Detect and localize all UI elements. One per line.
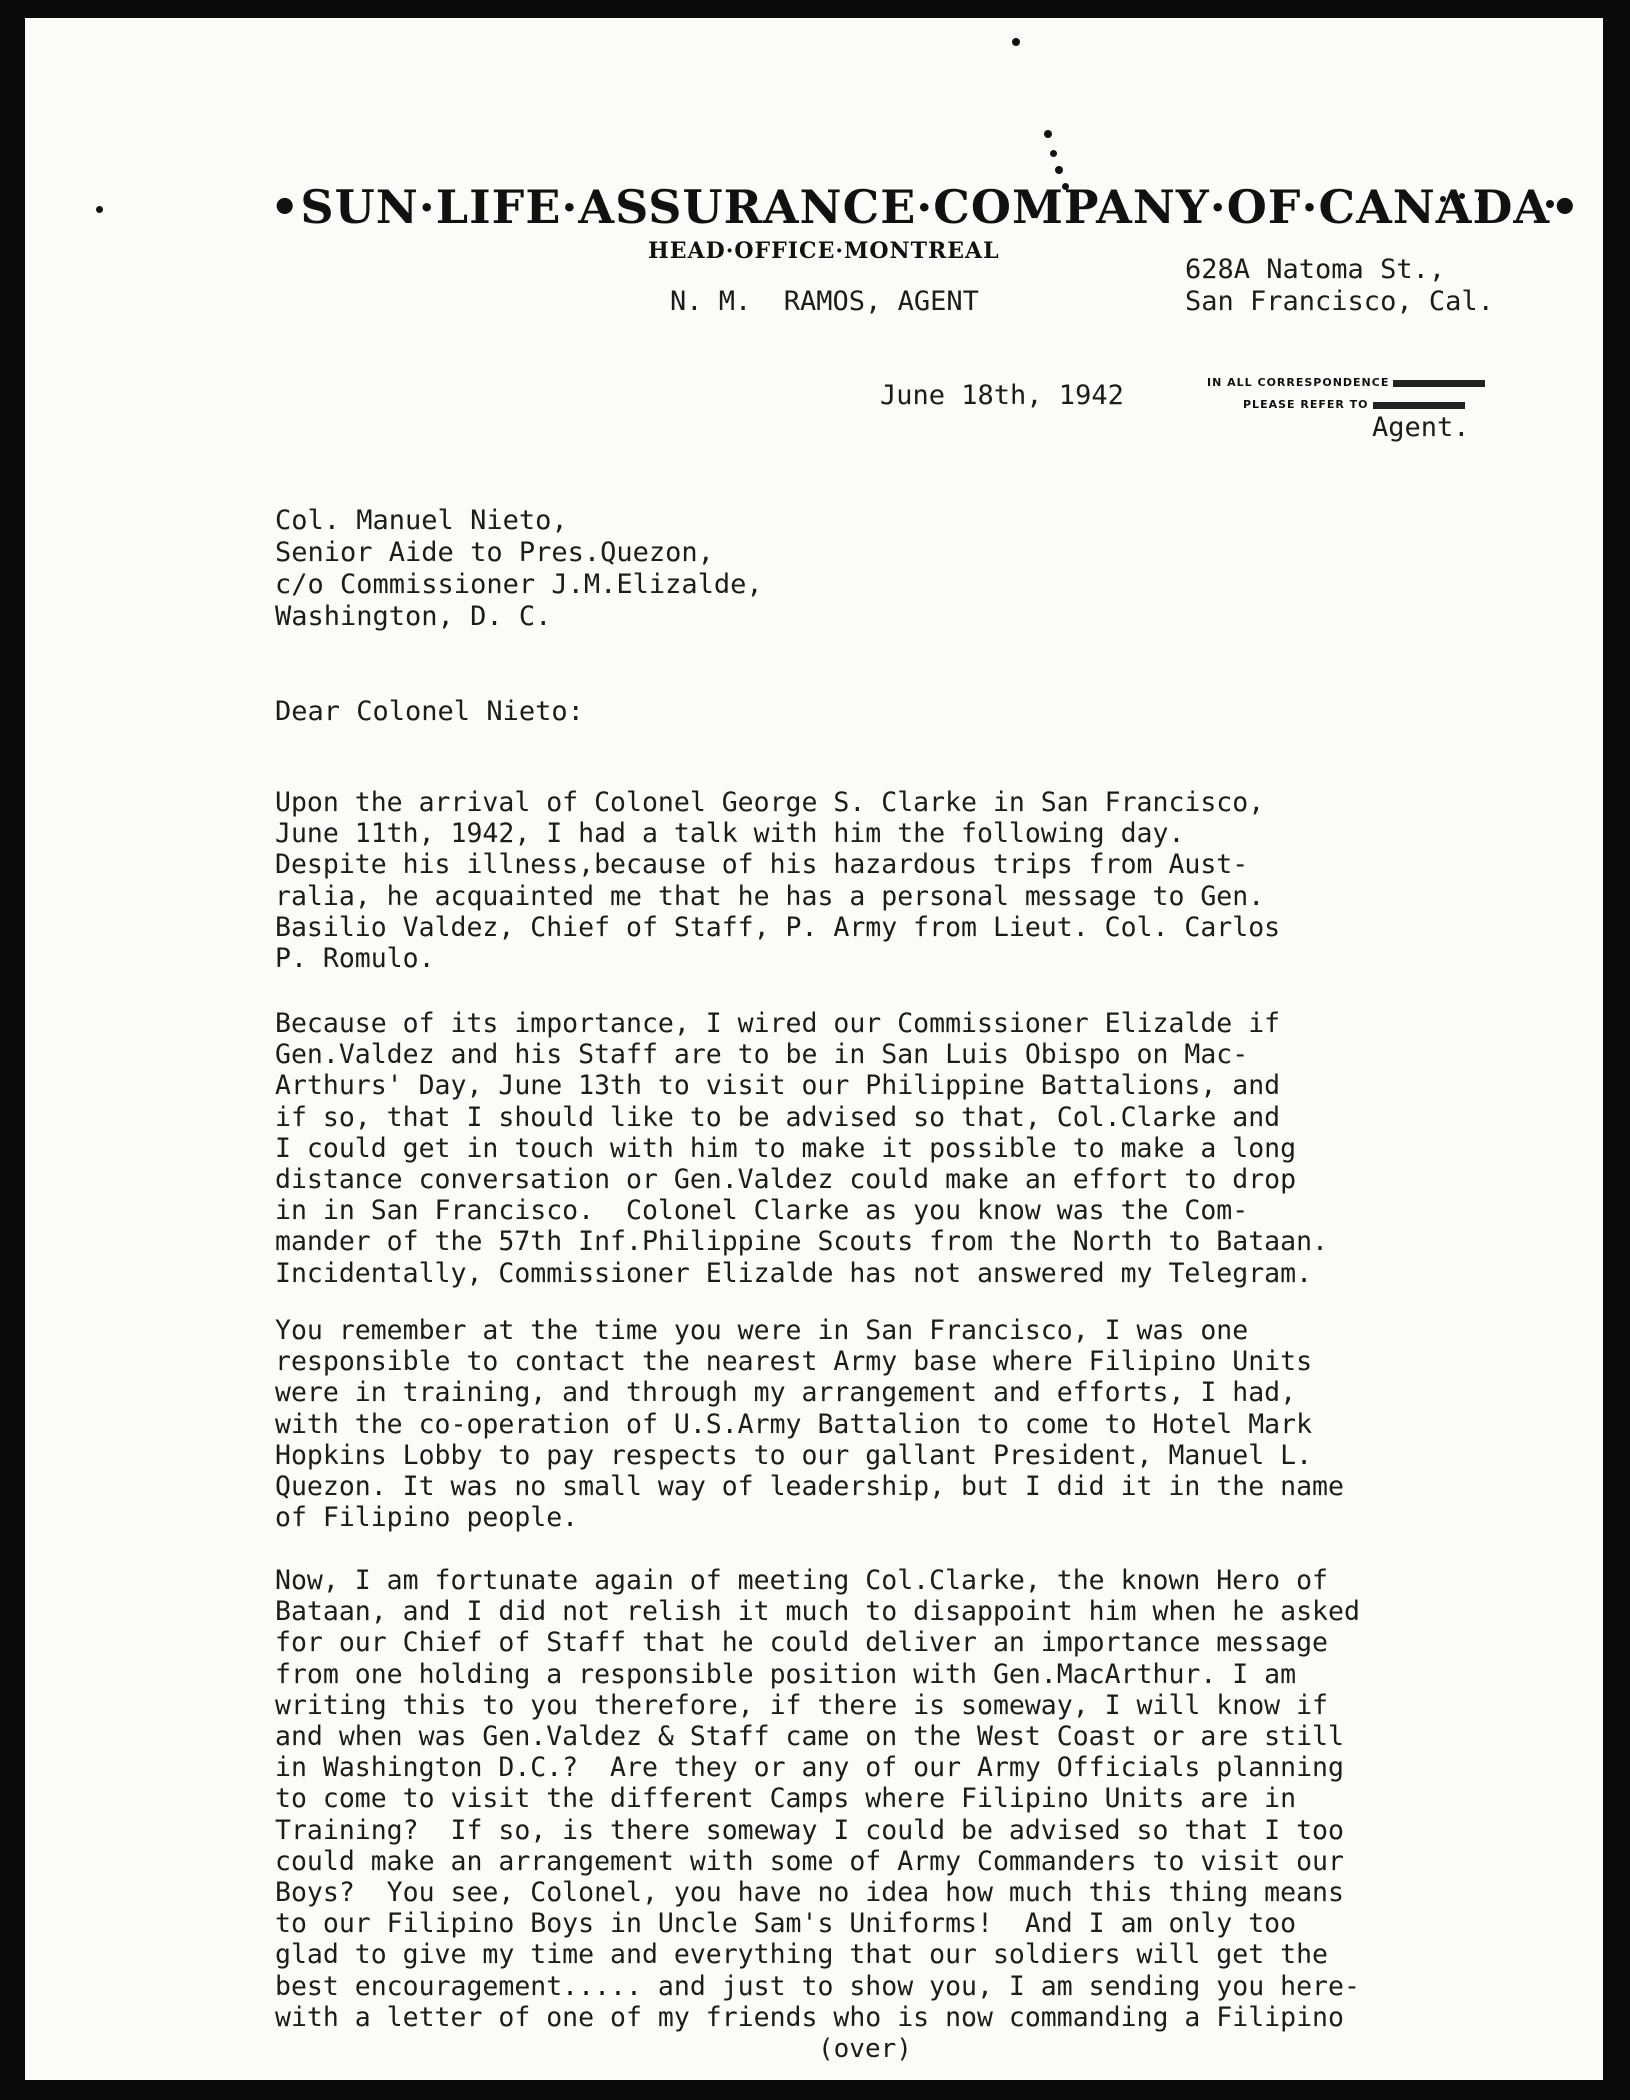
- paragraph-2: [275, 1008, 1328, 1289]
- text-line: mander of the 57th Inf.Philippine Scouts from the North to Bataan.: [275, 1226, 1328, 1258]
- text-line: June 11th, 1942, I had a talk with him the following day.: [275, 818, 1185, 850]
- text-line: Gen.Valdez and his Staff are to be in San Luis Obispo on Mac-: [275, 1039, 1249, 1071]
- text-line: glad to give my time and everything that our soldiers will get the: [275, 1939, 1328, 1971]
- paragraph-3: [275, 1315, 1344, 1533]
- correspondence-line-2: PLEASE REFER TO: [1243, 398, 1369, 411]
- addressee-line: c/o Commissioner J.M.Elizalde,: [275, 569, 763, 600]
- text-line: Arthurs' Day, June 13th to visit our Philippine Battalions, and: [275, 1070, 1281, 1102]
- ink-speck: [96, 206, 103, 213]
- text-line: Despite his illness,because of his hazardous trips from Aust-: [275, 849, 1249, 881]
- text-line: with a letter of one of my friends who is now commanding a Filipino: [275, 2001, 1344, 2033]
- text-line: to our Filipino Boys in Uncle Sam's Uniforms! And I am only too: [275, 1908, 1297, 1940]
- text-line: writing this to you therefore, if there is someway, I will know if: [275, 1689, 1328, 1721]
- text-line: in in San Francisco. Colonel Clarke as you know was the Com-: [275, 1195, 1249, 1227]
- address-line-2: San Francisco, Cal.: [1185, 286, 1494, 317]
- text-line: and when was Gen.Valdez & Staff came on the West Coast or are still: [275, 1721, 1344, 1753]
- agent-line: N. M. RAMOS, AGENT: [670, 286, 979, 317]
- ink-speck: [1012, 38, 1020, 46]
- addressee-line: Senior Aide to Pres.Quezon,: [275, 537, 714, 568]
- struck-out-text: [1373, 402, 1465, 409]
- paragraph-1: [275, 787, 1280, 974]
- address-line-1: 628A Natoma St.,: [1185, 254, 1446, 285]
- text-line: Quezon. It was no small way of leadership, but I did it in the name: [275, 1471, 1344, 1503]
- head-office: HEAD·OFFICE·MONTREAL: [648, 238, 1000, 264]
- correspondence-note: [1207, 372, 1557, 416]
- paragraph-4: [275, 1565, 1360, 2033]
- text-line: in Washington D.C.? Are they or any of our Army Officials planning: [275, 1752, 1344, 1784]
- text-line: for our Chief of Staff that he could deliver an importance message: [275, 1627, 1328, 1659]
- addressee-line: Washington, D. C.: [275, 601, 552, 632]
- letter-date: June 18th, 1942: [880, 380, 1124, 411]
- addressee-block: [275, 505, 763, 633]
- ink-speck: [1044, 130, 1052, 138]
- text-line: ralia, he acquainted me that he has a personal message to Gen.: [275, 880, 1265, 912]
- text-line: could make an arrangement with some of Army Commanders to visit our: [275, 1845, 1344, 1877]
- text-line: best encouragement..... and just to show you, I am sending you here-: [275, 1970, 1360, 2002]
- text-line: Now, I am fortunate again of meeting Col.Clarke, the known Hero of: [275, 1565, 1328, 1596]
- company-name: •SUN·LIFE·ASSURANCE·COMPANY·OF·CANADA•: [270, 180, 1581, 234]
- addressee-line: Col. Manuel Nieto,: [275, 505, 568, 536]
- text-line: to come to visit the different Camps where Filipino Units are in: [275, 1783, 1297, 1815]
- text-line: were in training, and through my arrangement and efforts, I had,: [275, 1377, 1297, 1409]
- text-line: from one holding a responsible position with Gen.MacArthur. I am: [275, 1658, 1297, 1690]
- text-line: Boys? You see, Colonel, you have no idea how much this thing means: [275, 1877, 1344, 1909]
- ink-speck: [1055, 166, 1063, 174]
- text-line: with the co-operation of U.S.Army Battalion to come to Hotel Mark: [275, 1408, 1313, 1440]
- page-footer: (over): [818, 2034, 912, 2064]
- text-line: You remember at the time you were in San Francisco, I was one: [275, 1315, 1249, 1346]
- text-line: distance conversation or Gen.Valdez could make an effort to drop: [275, 1164, 1297, 1196]
- text-line: of Filipino people.: [275, 1502, 579, 1534]
- correspondence-agent: Agent.: [1372, 412, 1470, 443]
- text-line: P. Romulo.: [275, 943, 435, 975]
- text-line: Incidentally, Commissioner Elizalde has not answered my Telegram.: [275, 1257, 1313, 1289]
- salutation: Dear Colonel Nieto:: [275, 696, 584, 727]
- text-line: Basilio Valdez, Chief of Staff, P. Army from Lieut. Col. Carlos: [275, 911, 1281, 943]
- text-line: Upon the arrival of Colonel George S. Clarke in San Francisco,: [275, 787, 1265, 818]
- text-line: Training? If so, is there someway I could be advised so that I too: [275, 1814, 1344, 1846]
- text-line: Hopkins Lobby to pay respects to our gallant President, Manuel L.: [275, 1439, 1313, 1471]
- ink-speck: [1050, 150, 1057, 157]
- text-line: if so, that I should like to be advised so that, Col.Clarke and: [275, 1101, 1281, 1133]
- text-line: Because of its importance, I wired our Commissioner Elizalde if: [275, 1008, 1281, 1039]
- text-line: Bataan, and I did not relish it much to disappoint him when he asked: [275, 1596, 1360, 1628]
- struck-out-text: [1393, 380, 1485, 387]
- text-line: responsible to contact the nearest Army base where Filipino Units: [275, 1346, 1313, 1378]
- correspondence-line-1: IN ALL CORRESPONDENCE: [1207, 376, 1390, 389]
- text-line: I could get in touch with him to make it possible to make a long: [275, 1132, 1297, 1164]
